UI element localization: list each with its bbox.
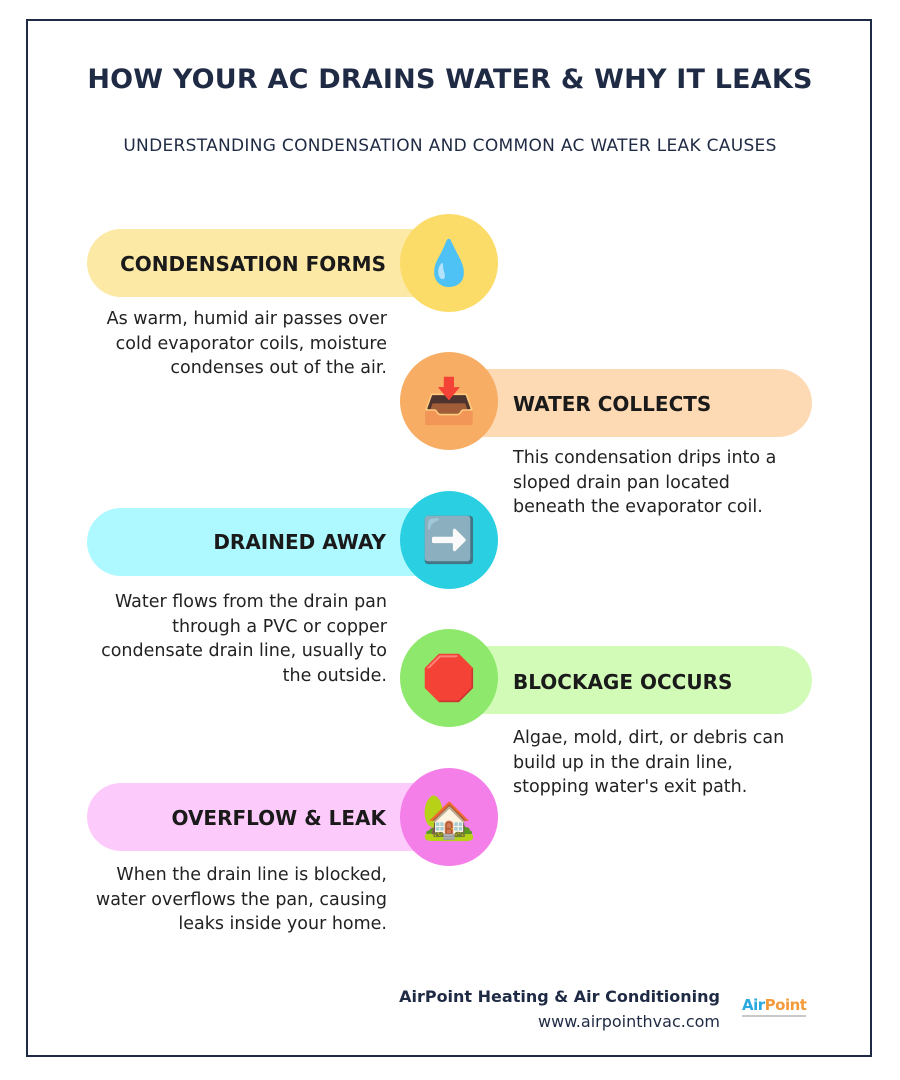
step-3-icon-circle [400,491,498,589]
company-logo [742,998,808,1020]
step-4-icon-circle [400,629,498,727]
step-4-title: BLOCKAGE OCCURS [513,670,733,694]
inbox-tray-icon: 📥 [421,376,477,427]
step-1-description: As warm, humid air passes over cold evaporator coils, moisture condenses out of the air. [106,309,387,378]
house-with-garden-icon: 🏡 [421,792,477,843]
page-title: HOW YOUR AC DRAINS WATER & WHY IT LEAKS [87,64,813,95]
logo-text-air: Air [742,996,765,1014]
company-name: AirPoint Heating & Air Conditioning [399,987,720,1006]
right-arrow-icon: ➡️ [421,515,477,566]
step-5-icon-circle [400,768,498,866]
step-1-title: CONDENSATION FORMS [120,252,386,276]
logo-tagline-bar [742,1015,806,1017]
step-3-title: DRAINED AWAY [213,530,386,554]
logo-text-point: Point [764,996,807,1014]
page-subtitle: UNDERSTANDING CONDENSATION AND COMMON AC WATER LEAK CAUSES [123,136,777,156]
step-2-description: This condensation drips into a sloped drain pan located beneath the evaporator coil. [513,448,777,517]
water-droplet-icon: 💧 [421,238,477,289]
step-2-icon-circle [400,352,498,450]
step-5-description: When the drain line is blocked, water overflows the pan, causing leaks inside your home. [95,865,387,934]
step-1-icon-circle [400,214,498,312]
step-4-description: Algae, mold, dirt, or debris can build up in the drain line, stopping water's exit path. [513,728,785,797]
step-5-title: OVERFLOW & LEAK [171,806,386,830]
stop-sign-icon: 🛑 [421,653,477,704]
company-url[interactable]: www.airpointhvac.com [538,1012,720,1031]
step-3-description: Water flows from the drain pan through a PVC or copper condensate drain line, usually to the outside. [101,592,387,686]
step-2-title: WATER COLLECTS [513,392,712,416]
